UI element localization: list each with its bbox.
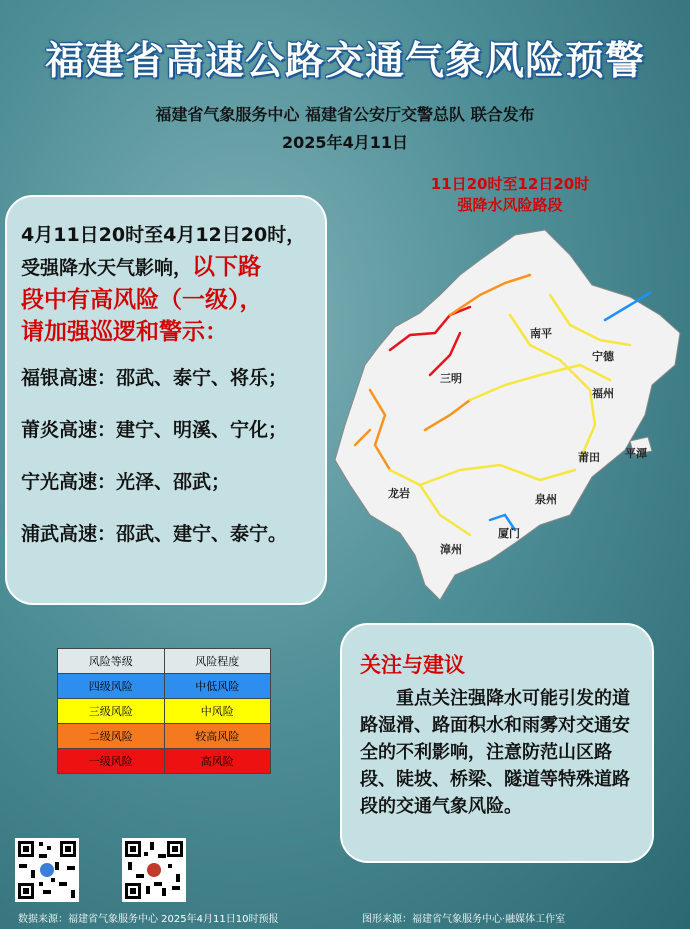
city-label: 莆田 <box>578 451 600 464</box>
legend-level: 二级风险 <box>58 724 165 749</box>
issue-date: 2025年4月11日 <box>282 133 408 152</box>
page-title: 福建省高速公路交通气象风险预警 <box>44 39 645 84</box>
map-caption-line: 强降水风险路段 <box>457 196 563 214</box>
legend-level: 一级风险 <box>58 749 165 774</box>
advice-title: 关注与建议 <box>360 653 465 677</box>
route-item: 宁光高速：光泽、邵武； <box>21 471 231 493</box>
legend-degree: 中低风险 <box>164 674 271 699</box>
warning-panel <box>5 195 327 605</box>
qr-code[interactable] <box>15 838 79 902</box>
legend-degree: 高风险 <box>164 749 271 774</box>
city-label: 厦门 <box>498 527 520 540</box>
map-caption <box>380 174 640 216</box>
legend-header: 风险程度 <box>164 649 271 674</box>
publisher-line: 福建省气象服务中心 福建省公安厅交警总队 联合发布 <box>155 105 535 124</box>
route-item: 莆炎高速：建宁、明溪、宁化； <box>21 419 288 441</box>
legend-level: 三级风险 <box>58 699 165 724</box>
legend-degree: 较高风险 <box>164 724 271 749</box>
qr-code[interactable] <box>122 838 186 902</box>
legend-level: 四级风险 <box>58 674 165 699</box>
advice-panel <box>340 623 654 863</box>
province-outline <box>335 230 680 600</box>
warning-intro <box>21 219 311 348</box>
graphic-source: 图形来源：福建省气象服务中心·融媒体工作室 <box>362 914 566 925</box>
data-source: 数据来源：福建省气象服务中心 2025年4月11日10时预报 <box>18 914 279 925</box>
warning-highlight: 请加强巡逻和警示： <box>21 319 228 345</box>
city-label: 漳州 <box>440 543 462 556</box>
city-label: 龙岩 <box>388 487 410 500</box>
warning-highlight: 段中有高风险（一级）， <box>21 287 263 313</box>
map-caption-line: 11日20时至12日20时 <box>430 175 590 193</box>
risk-legend <box>57 648 271 774</box>
route-item: 福银高速：邵武、泰宁、将乐； <box>21 367 288 389</box>
legend-header: 风险等级 <box>58 649 165 674</box>
city-label: 福州 <box>592 387 614 400</box>
city-label: 泉州 <box>535 493 557 506</box>
advice-body: 重点关注强降水可能引发的道路湿滑、路面积水和雨雾对交通安全的不利影响，注意防范山区路段、陡坡、桥梁、隧道等特殊道路段的交通气象风险。 <box>360 688 630 817</box>
legend-degree: 中风险 <box>164 699 271 724</box>
city-label: 宁德 <box>592 350 614 363</box>
fujian-risk-map <box>330 215 690 615</box>
city-label: 三明 <box>440 372 462 385</box>
warning-intro-line: 4月11日20时至4月12日20时， <box>21 224 306 246</box>
warning-intro-line: 受强降水天气影响， <box>21 257 193 279</box>
route-item: 浦武高速：邵武、建宁、泰宁。 <box>21 523 288 545</box>
city-label: 平潭 <box>625 447 647 460</box>
warning-highlight: 以下路 <box>192 254 262 280</box>
city-label: 南平 <box>530 327 552 340</box>
